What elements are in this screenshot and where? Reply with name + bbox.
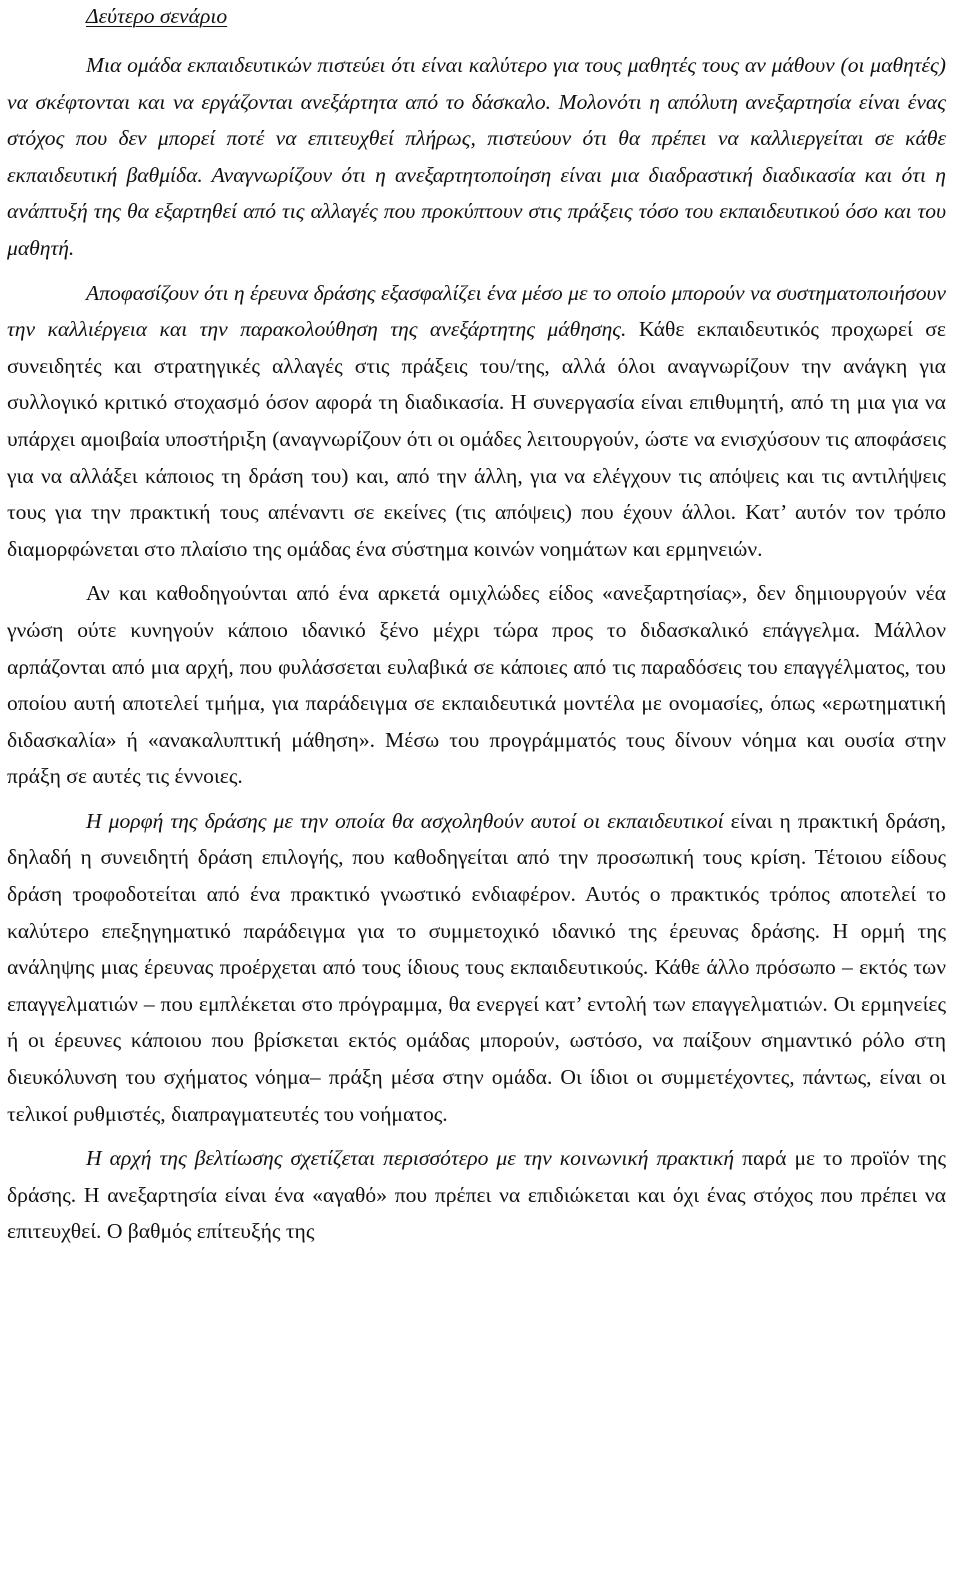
paragraph-4-italic-text: Η μορφή της δράσης με την οποία θα ασχοληθούν αυτοί οι εκπαιδευτικοί: [86, 808, 724, 833]
paragraph-3: [7, 575, 946, 795]
paragraph-5-italic-text: Η αρχή της βελτίωσης σχετίζεται περισσότερο με την κοινωνική πρακτική: [86, 1146, 735, 1171]
body-text: [7, 47, 946, 1250]
paragraph-2: [7, 275, 946, 568]
paragraph-1: [7, 47, 946, 267]
paragraph-4: [7, 803, 946, 1132]
section-heading: Δεύτερο σενάριο: [86, 4, 228, 28]
paragraph-1-text: Μια ομάδα εκπαιδευτικών πιστεύει ότι είναι καλύτερο για τους μαθητές τους αν μάθουν (οι μαθητές) να σκέφτονται και να εργάζονται ανεξάρτητα από το δάσκαλο. Μολονότι η απόλυτη ανεξαρτησία είναι ένας στόχος που δεν μπορεί ποτέ να επιτευχθεί πλήρως, πιστεύουν ότι θα πρέπει να καλλιεργείται σε κάθε εκπαιδευτική βαθμίδα. Αναγνωρίζουν ότι η ανεξαρτητοποίηση είναι μια διαδραστική διαδικασία και ότι η ανάπτυξή της θα εξαρτηθεί από τις αλλαγές που προκύπτουν στις πράξεις τόσο του εκπαιδευτικού όσο και του μαθητή.: [7, 53, 946, 260]
paragraph-4-text: είναι η πρακτική δράση, δηλαδή η συνειδητή δράση επιλογής, που καθοδηγείται από την προσωπική τους κρίση. Τέτοιου είδους δράση τροφοδοτείται από ένα πρακτικό γνωστικό ενδιαφέρον. Αυτός ο πρακτικός τρόπος αποτελεί το καλύτερο επεξηγηματικό παράδειγμα για το συμμετοχικό ιδανικό της έρευνας δράσης. Η ορμή της ανάληψης μιας έρευνας προέρχεται από τους ίδιους τους εκπαιδευτικούς. Κάθε άλλο πρόσωπο – εκτός των επαγγελματιών – που εμπλέκεται στο πρόγραμμα, θα ενεργεί κατ’ εντολή των επαγγελματιών. Οι ερμηνείες ή οι έρευνες κάποιου που βρίσκεται εκτός ομάδας μπορούν, ωστόσο, να παίξουν σημαντικό ρόλο στη διευκόλυνση του σχήματος νόημα– πράξη μέσα στην ομάδα. Οι ίδιοι οι συμμετέχοντες, πάντως, είναι οι τελικοί ρυθμιστές, διαπραγματευτές του νοήματος.: [7, 808, 946, 1126]
paragraph-2-text: Κάθε εκπαιδευτικός προχωρεί σε συνειδητές και στρατηγικές αλλαγές στις πράξεις του/της, αλλά όλοι αναγνωρίζουν την ανάγκη για συλλογικό κριτικό στοχασμό όσον αφορά τη διαδικασία. Η συνεργασία είναι επιθυμητή, από τη μια για να υπάρχει αμοιβαία υποστήριξη (αναγνωρίζουν ότι οι ομάδες λειτουργούν, ώστε να ενισχύσουν τις αποφάσεις για να αλλάξει κάποιος τη δράση του) και, από την άλλη, για να ελέγχουν τις απόψεις και τις αντιλήψεις τους για την πρακτική τους απέναντι σε εκείνες (τις απόψεις) που έχουν άλλοι. Κατ’ αυτόν τον τρόπο διαμορφώνεται στο πλαίσιο της ομάδας ένα σύστημα κοινών νοημάτων και ερμηνειών.: [7, 317, 946, 561]
paragraph-3-text: Αν και καθοδηγούνται από ένα αρκετά ομιχλώδες είδος «ανεξαρτησίας», δεν δημιουργούν νέα γνώση ούτε κυνηγούν κάποιο ιδανικό ξένο μέχρι τώρα προς το διδασκαλικό επάγγελμα. Μάλλον αρπάζονται από μια αρχή, που φυλάσσεται ευλαβικά σε κάποιες από τις παραδόσεις του επαγγέλματος, του οποίου αυτή αποτελεί τμήμα, για παράδειγμα σε εκπαιδευτικά μοντέλα με ονομασίες, όπως «ερωτηματική διδασκαλία» ή «ανακαλυπτική μάθηση». Μέσω του προγράμματός τους δίνουν νόημα και ουσία στην πράξη σε αυτές τις έννοιες.: [7, 581, 946, 789]
paragraph-2-italic-text: Αποφασίζουν ότι η έρευνα δράσης εξασφαλίζει ένα μέσο με το οποίο μπορούν να συστηματοποιήσουν την καλλιέργεια και την παρακολούθηση της ανεξάρτητης μάθησης.: [7, 280, 946, 342]
paragraph-5: [7, 1140, 946, 1250]
paragraph-5-text: παρά με το προϊόν της δράσης. Η ανεξαρτησία είναι ένα «αγαθό» που πρέπει να επιδιώκεται και όχι ένας στόχος που πρέπει να επιτευχθεί. Ο βαθμός επίτευξής της: [7, 1146, 946, 1244]
